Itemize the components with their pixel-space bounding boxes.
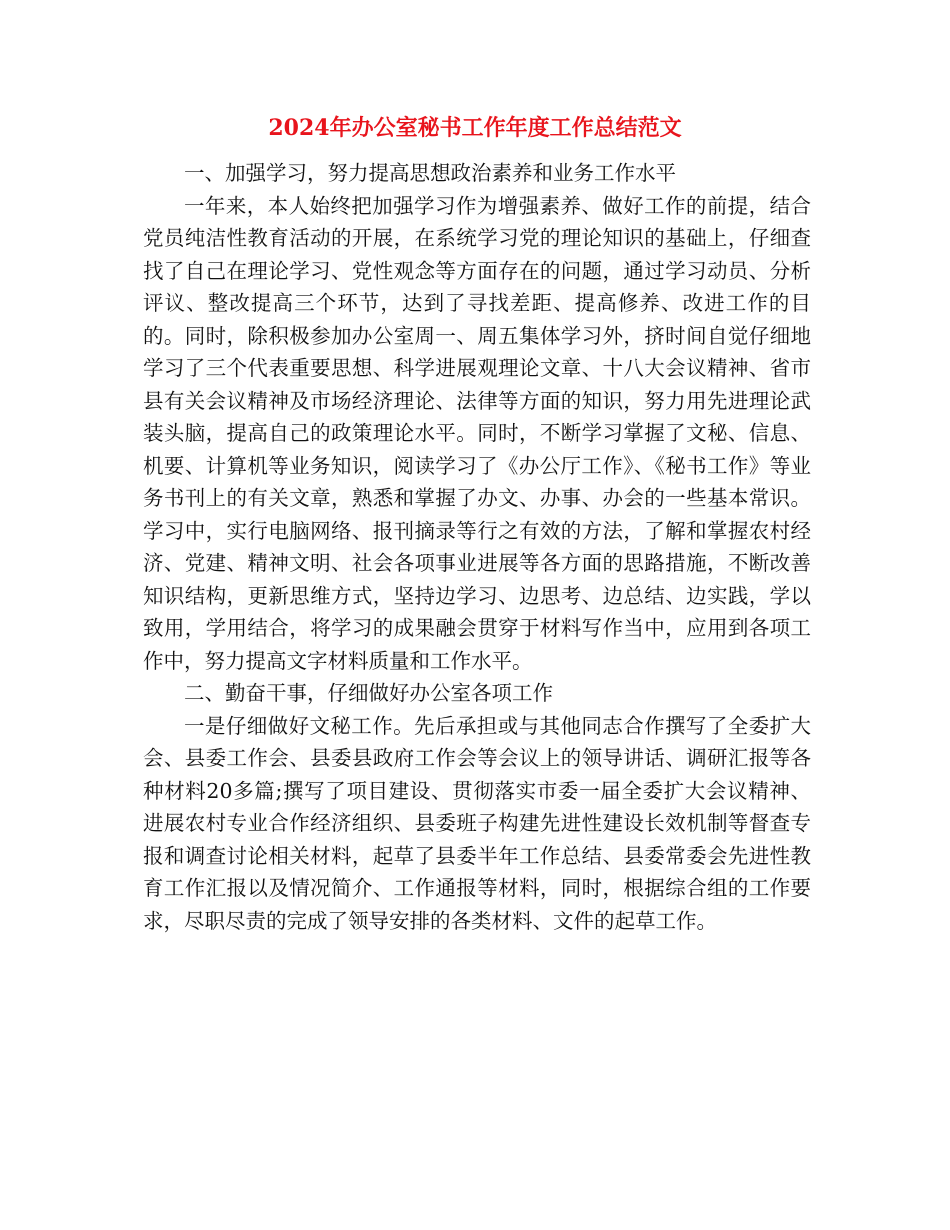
section-2-paragraph-1: 一是仔细做好文秘工作。先后承担或与其他同志合作撰写了全委扩大会、县委工作会、县委县政府工作会等会议上的领导讲话、调研汇报等各种材料20多篇;撰写了项目建设、贯彻落实市委一届全委扩大会议精神、进展农村专业合作经济组织、县委班子构建先进性建设长效机制等督查专报和调查讨论相关材料，起草了县委半年工作总结、县委常委会先进性教育工作汇报以及情况简介、工作通报等材料，同时，根据综合组的工作要求，尽职尽责的完成了领导安排的各类材料、文件的起草工作。: [143, 713, 811, 933]
document-body: [143, 157, 811, 937]
section-heading-2: 二、勤奋干事，仔细做好办公室各项工作: [184, 681, 553, 705]
section-heading-1: 一、加强学习，努力提高思想政治素养和业务工作水平: [184, 161, 676, 185]
section-1-paragraph-1: 一年来，本人始终把加强学习作为增强素养、做好工作的前提，结合党员纯洁性教育活动的开展，在系统学习党的理论知识的基础上，仔细查找了自己在理论学习、党性观念等方面存在的问题，通过学习动员、分析评议、整改提高三个环节，达到了寻找差距、提高修养、改进工作的目的。同时，除积极参加办公室周一、周五集体学习外，挤时间自觉仔细地学习了三个代表重要思想、科学进展观理论文章、十八大会议精神、省市县有关会议精神及市场经济理论、法律等方面的知识，努力用先进理论武装头脑，提高自己的政策理论水平。同时，不断学习掌握了文秘、信息、机要、计算机等业务知识，阅读学习了《办公厅工作》、《秘书工作》等业务书刊上的有关文章，熟悉和掌握了办文、办事、办会的一些基本常识。学习中，实行电脑网络、报刊摘录等行之有效的方法，了解和掌握农村经济、党建、精神文明、社会各项事业进展等各方面的思路措施，不断改善知识结构，更新思维方式，坚持边学习、边思考、边总结、边实践，学以致用，学用结合，将学习的成果融会贯穿于材料写作当中，应用到各项工作中，努力提高文字材料质量和工作水平。: [143, 193, 811, 673]
document-title: 2024年办公室秘书工作年度工作总结范文: [268, 115, 682, 141]
